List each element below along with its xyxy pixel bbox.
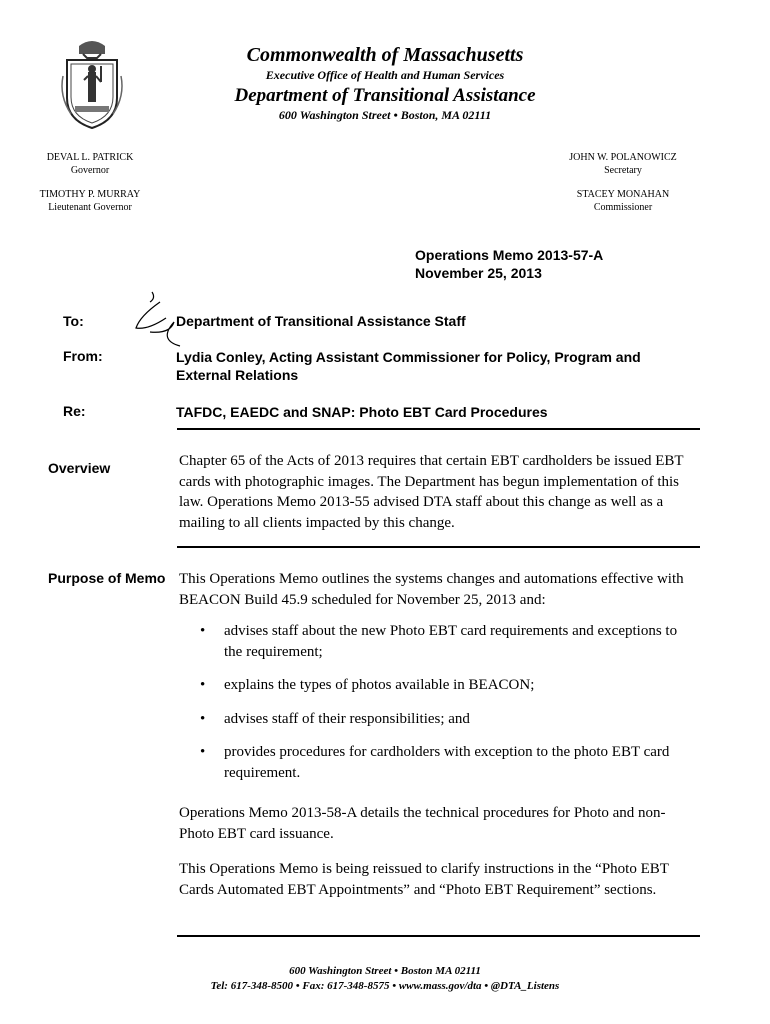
memo-identifier bbox=[415, 246, 603, 282]
ops-memo-58-paragraph: Operations Memo 2013-58-A details the technical procedures for Photo and non-Photo EBT card issuance. bbox=[179, 805, 666, 842]
list-item bbox=[200, 709, 680, 730]
department-title: Department of Transitional Assistance bbox=[234, 85, 536, 106]
bullet-text: provides procedures for cardholders with exception to the photo EBT card requirement. bbox=[224, 744, 670, 781]
bullet-text: advises staff about the new Photo EBT card requirements and exceptions to the requirement; bbox=[224, 623, 678, 660]
purpose-label: Purpose of Memo bbox=[48, 570, 166, 586]
bullet-text: explains the types of photos available in BEACON; bbox=[224, 677, 535, 693]
governor-block bbox=[30, 151, 150, 177]
bullet-icon: • bbox=[200, 623, 206, 639]
lt-governor-block bbox=[30, 188, 150, 214]
bullet-text: advises staff of their responsibilities; and bbox=[224, 710, 470, 727]
to-value: Department of Transitional Assistance Staff bbox=[176, 313, 466, 329]
footer-address: 600 Washington Street • Boston MA 02111 bbox=[289, 965, 481, 977]
divider bbox=[177, 935, 700, 937]
memo-number: Operations Memo 2013-57-A bbox=[415, 247, 604, 263]
commissioner-block bbox=[553, 188, 693, 214]
commissioner-name: STACEY MONAHAN bbox=[576, 189, 670, 200]
reissue-paragraph: This Operations Memo is being reissued to clarify instructions in the “Photo EBT Cards Automated EBT Appointments” and “Photo EBT Requirement” sections. bbox=[179, 861, 669, 898]
list-item bbox=[200, 621, 680, 662]
from-value: Lydia Conley, Acting Assistant Commissioner for Policy, Program and External Relations bbox=[176, 349, 641, 383]
purpose-intro: This Operations Memo outlines the systems changes and automations effective with BEACON Build 45.9 scheduled for November 25, 2013 and: bbox=[179, 571, 684, 608]
re-label: Re: bbox=[63, 403, 86, 419]
bullet-icon: • bbox=[200, 744, 206, 760]
secretary-title: Secretary bbox=[604, 165, 642, 176]
list-item bbox=[200, 675, 680, 696]
divider bbox=[177, 546, 700, 548]
memo-date: November 25, 2013 bbox=[415, 265, 542, 281]
agency-office: Executive Office of Health and Human Services bbox=[265, 68, 505, 82]
department-address: 600 Washington Street • Boston, MA 02111 bbox=[278, 108, 492, 122]
re-value: TAFDC, EAEDC and SNAP: Photo EBT Card Procedures bbox=[176, 404, 548, 420]
from-label: From: bbox=[63, 348, 103, 364]
bullet-icon: • bbox=[200, 677, 206, 693]
purpose-bullet-list bbox=[200, 621, 680, 796]
lt-governor-name: TIMOTHY P. MURRAY bbox=[39, 189, 141, 200]
list-item bbox=[200, 742, 680, 783]
massachusetts-seal-icon bbox=[57, 36, 127, 132]
bullet-icon: • bbox=[200, 710, 206, 727]
lt-governor-title: Lieutenant Governor bbox=[48, 202, 132, 213]
overview-text: Chapter 65 of the Acts of 2013 requires that certain EBT cardholders be issued EBT cards with photographic images. The Department has begun implementation of this law. Operations Memo 2013-55 advised DTA staff about this change as well as a mailing to all clients impacted by this change. bbox=[179, 453, 684, 531]
footer-contact: Tel: 617-348-8500 • Fax: 617-348-8575 • www.mass.gov/dta • @DTA_Listens bbox=[210, 980, 560, 992]
governor-name: DEVAL L. PATRICK bbox=[46, 152, 134, 163]
agency-title: Commonwealth of Massachusetts bbox=[246, 44, 524, 66]
governor-title: Governor bbox=[70, 165, 110, 176]
secretary-name: JOHN W. POLANOWICZ bbox=[569, 152, 677, 163]
divider bbox=[177, 428, 700, 430]
to-label: To: bbox=[63, 313, 84, 329]
overview-label: Overview bbox=[48, 460, 111, 476]
commissioner-title: Commissioner bbox=[593, 202, 653, 213]
secretary-block bbox=[553, 151, 693, 177]
